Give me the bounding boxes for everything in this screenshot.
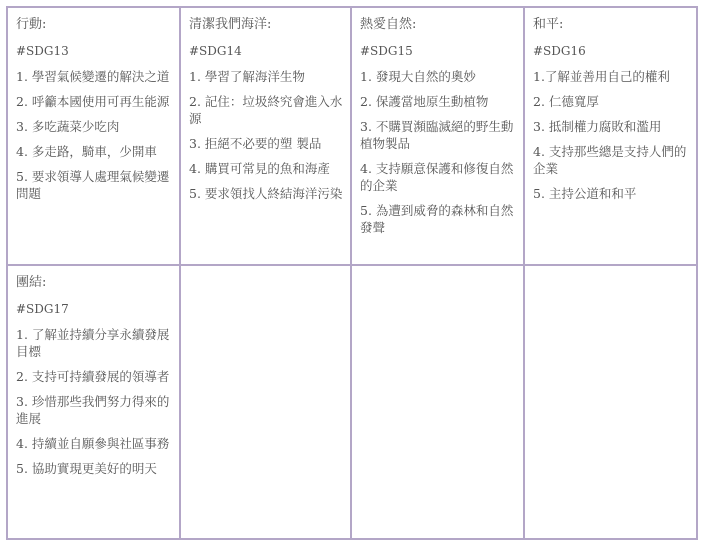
list-item: 1.了解並善用自己的權利: [533, 69, 670, 84]
card-heading: 熱愛自然:: [360, 17, 417, 32]
list-item: 4. 支持願意保護和修復自然的企業: [360, 161, 514, 193]
card-hashtag: #SDG17: [16, 302, 69, 316]
card-hashtag: #SDG13: [16, 44, 69, 58]
sdg-action-table: [6, 6, 698, 540]
card-hashtag: #SDG15: [360, 44, 413, 58]
action-list: [533, 68, 690, 202]
sdg17-card: [8, 266, 181, 538]
list-item: 3. 不購買瀕臨滅絕的野生動植物製品: [360, 119, 514, 151]
list-item: 4. 支持那些總是支持人們的企業: [533, 144, 687, 176]
card-heading: 清潔我們海洋:: [189, 17, 272, 32]
empty-cell: [181, 266, 352, 538]
card-hashtag: #SDG14: [189, 44, 242, 58]
card-heading: 和平:: [533, 17, 564, 32]
action-list: [16, 68, 173, 202]
list-item: 2. 支持可持續發展的領導者: [16, 369, 170, 384]
list-item: 3. 多吃蔬菜少吃肉: [16, 119, 120, 134]
list-item: 4. 多走路，騎車，少開車: [16, 144, 157, 159]
list-item: 1. 學習氣候變遷的解決之道: [16, 69, 170, 84]
card-heading: 團結:: [16, 275, 47, 290]
card-heading: 行動:: [16, 17, 47, 32]
list-item: 2. 記住：垃圾終究會進入水源: [189, 94, 343, 126]
sdg13-card: [8, 8, 181, 266]
sdg15-card: [352, 8, 525, 266]
list-item: 4. 持續並自願參與社區事務: [16, 436, 170, 451]
list-item: 5. 協助實現更美好的明天: [16, 461, 157, 476]
list-item: 1. 了解並持續分享永續發展目標: [16, 327, 170, 359]
action-list: [189, 68, 344, 202]
list-item: 5. 主持公道和和平: [533, 186, 637, 201]
sdg14-card: [181, 8, 352, 266]
list-item: 2. 呼籲本國使用可再生能源: [16, 94, 170, 109]
action-list: [16, 326, 173, 477]
action-list: [360, 68, 517, 236]
list-item: 5. 為遭到威脅的森林和自然發聲: [360, 203, 514, 235]
list-item: 3. 珍惜那些我們努力得來的進展: [16, 394, 170, 426]
list-item: 5. 要求領導人處理氣候變遷問題: [16, 169, 170, 201]
empty-cell: [525, 266, 696, 538]
list-item: 3. 抵制權力腐敗和濫用: [533, 119, 662, 134]
list-item: 5. 要求領找人終結海洋污染: [189, 186, 343, 201]
empty-cell: [352, 266, 525, 538]
card-hashtag: #SDG16: [533, 44, 586, 58]
list-item: 4. 購買可常見的魚和海產: [189, 161, 330, 176]
sdg16-card: [525, 8, 696, 266]
list-item: 2. 保護當地原生動植物: [360, 94, 489, 109]
list-item: 1. 發現大自然的奧妙: [360, 69, 476, 84]
list-item: 3. 拒絕不必要的塑 製品: [189, 136, 322, 151]
list-item: 1. 學習了解海洋生物: [189, 69, 305, 84]
list-item: 2. 仁德寬厚: [533, 94, 599, 109]
